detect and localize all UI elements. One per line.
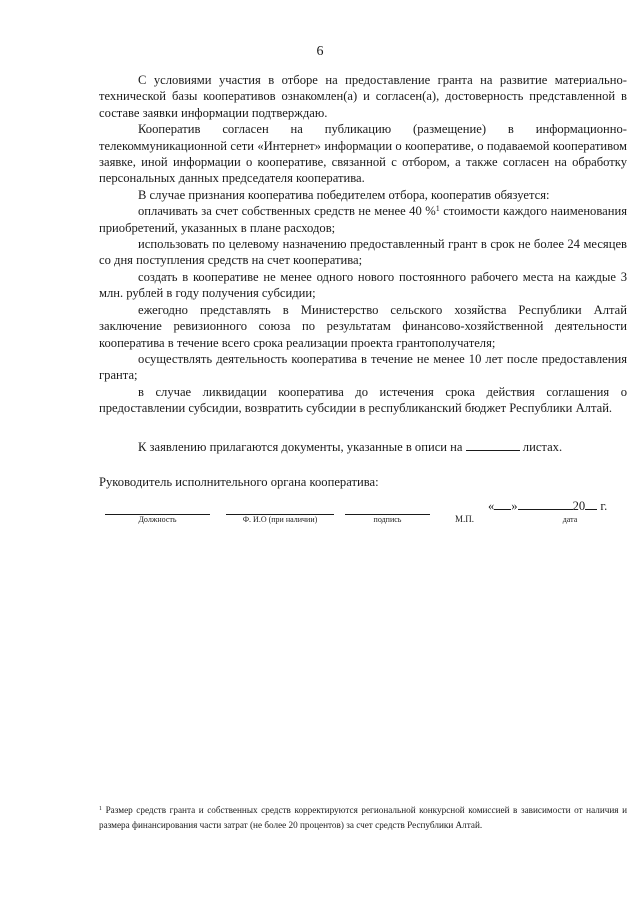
signature-intro: Руководитель исполнительного органа кооператива: [99,474,379,489]
date-close-quote: » [511,499,518,513]
footnote-marker: 1 [99,806,102,812]
obligation-activity-duration: осуществлять деятельность кооператива в течение не менее 10 лет после предоставления гранта; [99,351,627,383]
date-open-quote: « [488,499,495,513]
month-blank [518,498,573,510]
attached-documents-text: К заявлению прилагаются документы, указанные в описи на [138,439,466,454]
paragraph-conditions-consent: С условиями участия в отборе на предоставление гранта на развитие материально-технической базы кооперативов ознакомлен(а) и согласен(а), достоверность представленной в составе заявки информации подтверждаю. [99,73,627,120]
obligation-annual-report: ежегодно представлять в Министерство сельского хозяйства Республики Алтай заключение ревизионного союза по результатам финансово-хозяйственной деятельности кооператива в течение всего срока реализации проекта грантополучателя; [99,302,627,350]
paragraph-publication-consent: Кооператив согласен на публикацию (размещение) в информационно-телекоммуникационной сети «Интернет» информации о кооперативе, о подаваемой кооперативом заявке, иной информации о кооперативе, связанной с отбором, а также согласен на обработку персональных данных председателя кооператива. [99,122,627,186]
date-field [488,498,607,514]
day-blank [494,498,511,510]
obligation-own-funds [99,203,627,236]
obligation-workplace: создать в кооперативе не менее одного нового постоянного рабочего места на каждые 3 млн. рублей в году получения субсидии; [99,269,627,301]
date-year-suffix: г. [597,499,608,513]
obligation-refund-on-liquidation: в случае ликвидации кооператива до истечения срока действия соглашения о предоставлении субсидии, возвратить субсидии в республиканский бюджет Республики Алтай. [99,384,627,416]
date-caption: дата [562,515,578,524]
signature-caption: подпись [373,515,402,524]
position-caption: Должность [138,515,177,524]
page-number: 6 [316,44,324,59]
stamp-label: М.П. [455,514,475,524]
footnote [99,803,627,832]
name-caption: Ф. И.О (при наличии) [242,515,318,524]
obligation-own-funds-text-end: стоимости каждого наименования приобретений, указанных в плане расходов; [99,204,627,235]
date-year-prefix: 20 [572,499,586,513]
sheet-count-blank [466,439,520,451]
application-body [99,72,627,490]
paragraph-obligations-intro: В случае признания кооператива победителем отбора, кооператив обязуется: [138,187,550,202]
footnote-reference: 1 [435,204,440,214]
paragraph-attached-documents [99,439,627,455]
footnote-text: Размер средств гранта и собственных средств корректируются региональной конкурсной комиссией в зависимости от наличия и размера финансирования части затрат (не более 20 процентов) за счет средств Республики Алтай. [99,805,627,830]
attached-documents-text-end: листах. [519,439,563,454]
obligation-own-funds-text: оплачивать за счет собственных средств не менее 40 % [138,204,436,219]
year-blank [585,498,597,510]
obligation-grant-use: использовать по целевому назначению предоставленный грант в срок не более 24 месяцев со дня поступления средств на счет кооператива; [99,237,627,268]
